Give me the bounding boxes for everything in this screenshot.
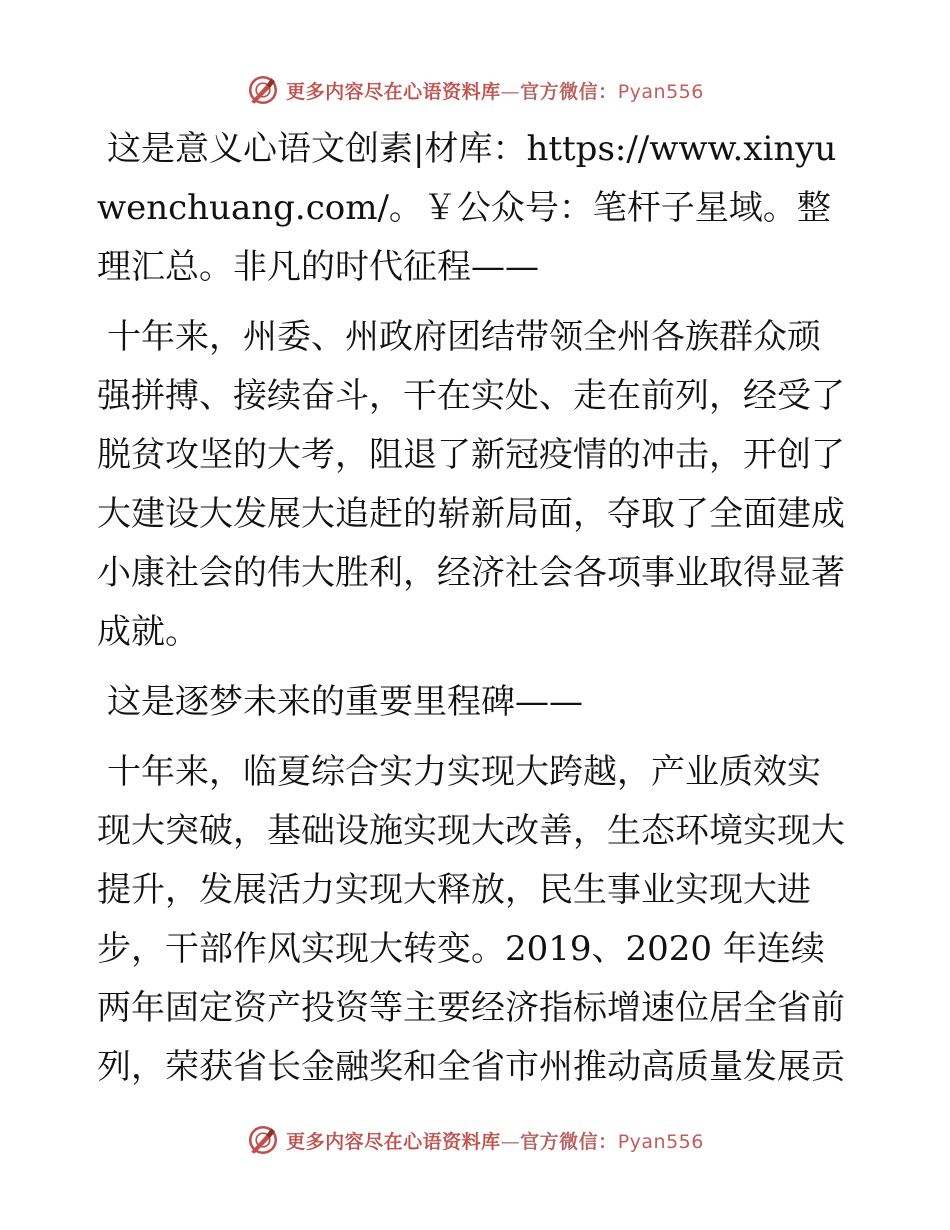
banner-account: Pyan556: [617, 80, 704, 103]
paragraph-linxia-progress: 十年来，临夏综合实力实现大跨越，产业质效实现大突破，基础设施实现大改善，生态环境实现大提升，发展活力实现大释放，民生事业实现大进步，干部作风实现大转变。2019、2020 年连续两年固定资产投资等主要经济指标增速位居全省前列，荣获省长金融奖和全省市州推动高质量发展贡: [97, 752, 845, 1087]
pen-circle-logo-icon: [246, 1123, 280, 1157]
banner-account: Pyan556: [617, 1130, 704, 1153]
banner-separator: —: [500, 1130, 521, 1153]
footer-banner: [0, 1120, 950, 1160]
banner-text: [286, 1127, 704, 1154]
document-body: [97, 120, 853, 1097]
paragraph-decade-achievements: 十年来，州委、州政府团结带领全州各族群众顽强拼搏、接续奋斗，干在实处、走在前列，经受了脱贫攻坚的大考，阻退了新冠疫情的冲击，开创了大建设大发展大追赶的崭新局面，夺取了全面建成小康社会的伟大胜利，经济社会各项事业取得显著成就。: [97, 317, 845, 652]
banner-wechat-label: 官方微信：: [520, 1130, 618, 1153]
banner-prefix: 更多内容尽在心语资料库: [286, 1130, 501, 1153]
paragraph-milestone-heading: 这是逐梦未来的重要里程碑——: [107, 682, 583, 722]
pen-circle-logo-icon: [246, 73, 280, 107]
banner-prefix: 更多内容尽在心语资料库: [286, 80, 501, 103]
header-banner: [0, 70, 950, 110]
paragraph-intro: 这是意义心语文创素|材库：https://www.xinyuwenchuang.com/。￥公众号：笔杆子星域。整理汇总。非凡的时代征程——: [97, 129, 837, 287]
banner-separator: —: [500, 80, 521, 103]
banner-text: [286, 77, 704, 104]
banner-wechat-label: 官方微信：: [520, 80, 618, 103]
